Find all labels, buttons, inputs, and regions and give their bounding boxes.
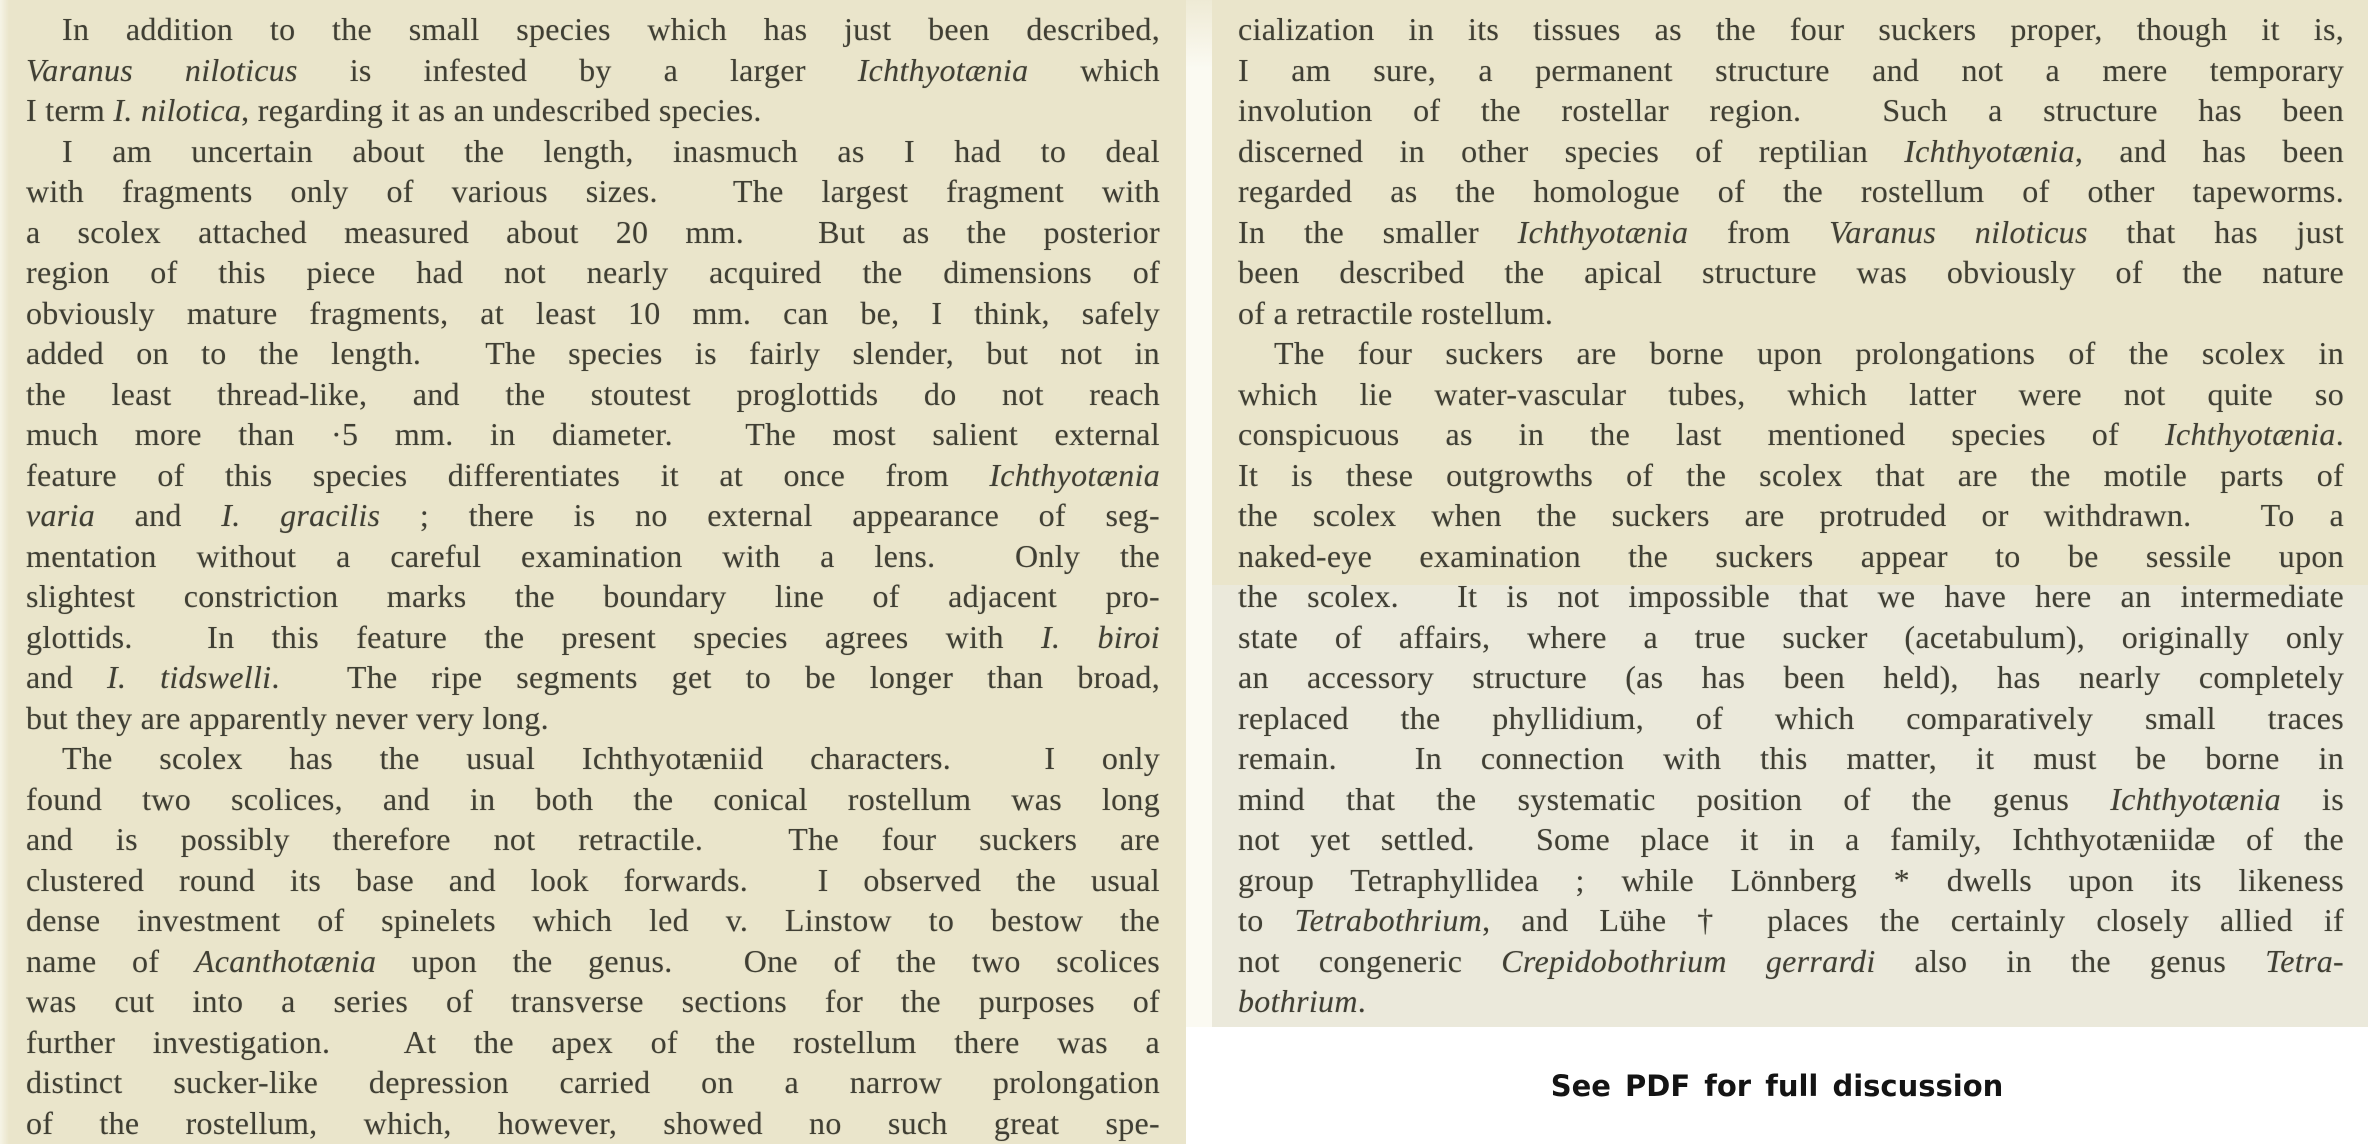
text-run: glottids. In this feature the present species agrees with bbox=[26, 618, 1041, 655]
taxon-name-italic: Ichthyotænia bbox=[989, 456, 1160, 493]
text-run: an accessory structure (as has been held), has nearly completely bbox=[1238, 659, 2344, 695]
taxon-name-italic: Varanus niloticus bbox=[1829, 213, 2088, 250]
taxon-name-italic: Acanthotænia bbox=[194, 942, 377, 979]
paragraph bbox=[26, 738, 1160, 1143]
text-run: with fragments only of various sizes. The largest fragment with bbox=[26, 173, 1160, 209]
text-line bbox=[26, 333, 1160, 374]
text-line bbox=[26, 171, 1160, 212]
taxon-name-italic: Tetrabothrium bbox=[1294, 902, 1483, 938]
text-run: feature of this species differentiates it at once from bbox=[26, 456, 990, 493]
text-run: distinct sucker-like depression carried on a narrow prolongation bbox=[26, 1064, 1160, 1100]
text-line bbox=[26, 698, 1160, 739]
taxon-name-italic: I. nilotica bbox=[113, 92, 242, 128]
text-run: involution of the rostellar region. Such a structure has been bbox=[1238, 92, 2344, 128]
paragraph bbox=[26, 131, 1160, 739]
text-run: The scolex has the usual Ichthyotæniid characters. I only bbox=[62, 740, 1160, 776]
text-line bbox=[1238, 90, 2344, 131]
text-line bbox=[26, 374, 1160, 415]
taxon-name-italic: I. biroi bbox=[1040, 618, 1160, 655]
taxon-name-italic: Ichthyotænia bbox=[1517, 213, 1689, 250]
text-run: and bbox=[95, 497, 222, 533]
taxon-name-italic: Varanus niloticus bbox=[26, 51, 298, 88]
text-run: from bbox=[1688, 213, 1830, 250]
taxon-name-italic: bothrium bbox=[1238, 983, 1358, 1019]
text-line bbox=[1238, 819, 2344, 860]
text-line bbox=[1238, 374, 2344, 415]
text-run: upon the genus. One of the two scolices bbox=[376, 942, 1160, 979]
text-run: but they are apparently never very long. bbox=[26, 699, 549, 736]
text-line bbox=[26, 414, 1160, 455]
text-run: not congeneric bbox=[1238, 942, 1502, 979]
text-line bbox=[1238, 657, 2344, 698]
text-run: much more than ·5 mm. in diameter. The most salient external bbox=[26, 416, 1160, 452]
text-run: clustered round its base and look forwards. I observed the usual bbox=[26, 861, 1160, 898]
text-run: . bbox=[1357, 983, 1367, 1019]
text-line bbox=[26, 455, 1160, 496]
text-run: It is these outgrowths of the scolex that are the motile parts of bbox=[1238, 456, 2344, 493]
text-run: is infested by a larger bbox=[297, 51, 858, 88]
caption-band bbox=[1186, 1027, 2368, 1144]
text-run: which bbox=[1028, 51, 1160, 88]
text-line bbox=[1238, 981, 2344, 1022]
column-gutter bbox=[1186, 0, 1212, 1144]
taxon-name-italic: Tetra- bbox=[2265, 942, 2345, 979]
text-line bbox=[1238, 860, 2344, 901]
text-run: which lie water-vascular tubes, which latter were not quite so bbox=[1238, 375, 2344, 412]
text-line bbox=[1238, 9, 2344, 50]
text-run: group Tetraphyllidea ; while Lönnberg * dwells upon its likeness bbox=[1238, 861, 2344, 898]
text-run: and is possibly therefore not retractile. The four suckers are bbox=[26, 821, 1160, 857]
taxon-name-italic: varia bbox=[26, 497, 96, 533]
text-line bbox=[26, 738, 1160, 779]
text-line bbox=[1238, 50, 2344, 91]
text-run: mentation without a careful examination with a lens. Only the bbox=[26, 537, 1160, 574]
text-run: found two scolices, and in both the conical rostellum was long bbox=[26, 780, 1160, 817]
text-run: name of bbox=[26, 942, 195, 979]
text-run: the least thread-like, and the stoutest proglottids do not reach bbox=[26, 375, 1160, 412]
text-line bbox=[26, 1103, 1160, 1144]
text-line bbox=[26, 617, 1160, 658]
text-run: regarded as the homologue of the rostellum of other tapeworms. bbox=[1238, 173, 2344, 209]
text-line bbox=[26, 941, 1160, 982]
text-run: slightest constriction marks the boundary line of adjacent pro- bbox=[26, 578, 1160, 614]
text-line bbox=[26, 293, 1160, 334]
paragraph bbox=[1238, 333, 2344, 1022]
text-run: I am uncertain about the length, inasmuch as I had to deal bbox=[62, 132, 1160, 169]
text-line bbox=[26, 860, 1160, 901]
text-line bbox=[1238, 576, 2344, 617]
text-line bbox=[26, 495, 1160, 536]
text-line bbox=[26, 981, 1160, 1022]
text-line bbox=[1238, 900, 2344, 941]
text-line bbox=[26, 779, 1160, 820]
text-line bbox=[1238, 617, 2344, 658]
text-line bbox=[26, 576, 1160, 617]
pdf-caption: See PDF for full discussion bbox=[1550, 1068, 2004, 1103]
text-run: state of affairs, where a true sucker (acetabulum), originally only bbox=[1238, 618, 2344, 655]
text-line bbox=[1238, 495, 2344, 536]
text-run: I am sure, a permanent structure and not a mere temporary bbox=[1238, 51, 2344, 88]
text-run: to bbox=[1238, 902, 1295, 938]
right-column-text bbox=[1238, 9, 2344, 1022]
text-run: naked-eye examination the suckers appear to be sessile upon bbox=[1238, 537, 2344, 574]
text-run: cialization in its tissues as the four suckers proper, though it is, bbox=[1238, 11, 2344, 47]
paragraph bbox=[26, 9, 1160, 131]
text-run: been described the apical structure was obviously of the nature bbox=[1238, 254, 2344, 290]
taxon-name-italic: Crepidobothrium gerrardi bbox=[1501, 942, 1876, 979]
text-run: The four suckers are borne upon prolongations of the scolex in bbox=[1274, 335, 2344, 371]
text-run: added on to the length. The species is fairly slender, but not in bbox=[26, 335, 1160, 371]
text-run: ; there is no external appearance of seg- bbox=[380, 497, 1160, 533]
text-line bbox=[26, 1062, 1160, 1103]
text-run: In addition to the small species which has just been described, bbox=[62, 11, 1160, 47]
text-line bbox=[26, 536, 1160, 577]
text-line bbox=[1238, 333, 2344, 374]
text-line bbox=[1238, 738, 2344, 779]
text-line bbox=[1238, 171, 2344, 212]
text-run: further investigation. At the apex of the rostellum there was a bbox=[26, 1023, 1160, 1060]
paragraph bbox=[1238, 9, 2344, 333]
text-line bbox=[1238, 212, 2344, 253]
text-run: , and has been bbox=[2074, 132, 2345, 169]
text-run: and bbox=[26, 659, 108, 695]
text-run: was cut into a series of transverse sections for the purposes of bbox=[26, 983, 1160, 1019]
left-column-text bbox=[26, 9, 1160, 1143]
text-line bbox=[1238, 252, 2344, 293]
text-run: dense investment of spinelets which led v. Linstow to bestow the bbox=[26, 902, 1160, 938]
text-run: the scolex. It is not impossible that we have here an intermediate bbox=[1238, 578, 2344, 614]
text-line bbox=[1238, 293, 2344, 334]
taxon-name-italic: Ichthyotænia bbox=[2110, 780, 2281, 817]
text-line bbox=[1238, 941, 2344, 982]
right-column bbox=[1212, 0, 2368, 1144]
text-line bbox=[26, 131, 1160, 172]
text-run: not yet settled. Some place it in a family, Ichthyotæniidæ of the bbox=[1238, 821, 2344, 857]
taxon-name-italic: I. gracilis bbox=[221, 497, 381, 533]
text-run: , regarding it as an undescribed species. bbox=[241, 92, 762, 128]
taxon-name-italic: I. tidswelli bbox=[107, 659, 272, 695]
text-run: a scolex attached measured about 20 mm. But as the posterior bbox=[26, 213, 1160, 250]
text-line bbox=[26, 819, 1160, 860]
text-run: replaced the phyllidium, of which comparatively small traces bbox=[1238, 699, 2344, 736]
text-run: that has just bbox=[2087, 213, 2344, 250]
text-run: is bbox=[2280, 780, 2344, 817]
text-line bbox=[1238, 536, 2344, 577]
text-line bbox=[26, 1022, 1160, 1063]
text-line bbox=[26, 9, 1160, 50]
text-run: discerned in other species of reptilian bbox=[1238, 132, 1905, 169]
text-line bbox=[1238, 698, 2344, 739]
text-line bbox=[26, 212, 1160, 253]
text-run: conspicuous as in the last mentioned species of bbox=[1238, 416, 2165, 452]
text-run: also in the genus bbox=[1875, 942, 2266, 979]
text-run: the scolex when the suckers are protruded or withdrawn. To a bbox=[1238, 497, 2344, 533]
text-run: In the smaller bbox=[1238, 213, 1518, 250]
text-run: of a retractile rostellum. bbox=[1238, 294, 1554, 331]
text-run: , and Lühe † places the certainly closely allied if bbox=[1482, 902, 2344, 938]
text-run: mind that the systematic position of the genus bbox=[1238, 780, 2111, 817]
taxon-name-italic: Ichthyotænia bbox=[2165, 416, 2336, 452]
taxon-name-italic: Ichthyotænia bbox=[1904, 132, 2075, 169]
text-run: . The ripe segments get to be longer than broad, bbox=[271, 659, 1161, 695]
page-edge-shading bbox=[0, 0, 9, 1144]
text-line bbox=[26, 657, 1160, 698]
text-run: region of this piece had not nearly acquired the dimensions of bbox=[26, 254, 1160, 290]
text-line bbox=[26, 90, 1160, 131]
text-run: . bbox=[2335, 416, 2344, 452]
text-line bbox=[1238, 779, 2344, 820]
text-line bbox=[26, 900, 1160, 941]
text-run: remain. In connection with this matter, it must be borne in bbox=[1238, 740, 2344, 776]
text-line bbox=[1238, 414, 2344, 455]
taxon-name-italic: Ichthyotænia bbox=[857, 51, 1029, 88]
text-line bbox=[26, 50, 1160, 91]
text-line bbox=[1238, 131, 2344, 172]
text-run: I term bbox=[26, 92, 114, 128]
text-line bbox=[1238, 455, 2344, 496]
text-run: obviously mature fragments, at least 10 mm. can be, I think, safely bbox=[26, 294, 1160, 331]
text-run: of the rostellum, which, however, showed no such great spe- bbox=[26, 1104, 1160, 1141]
text-line bbox=[26, 252, 1160, 293]
